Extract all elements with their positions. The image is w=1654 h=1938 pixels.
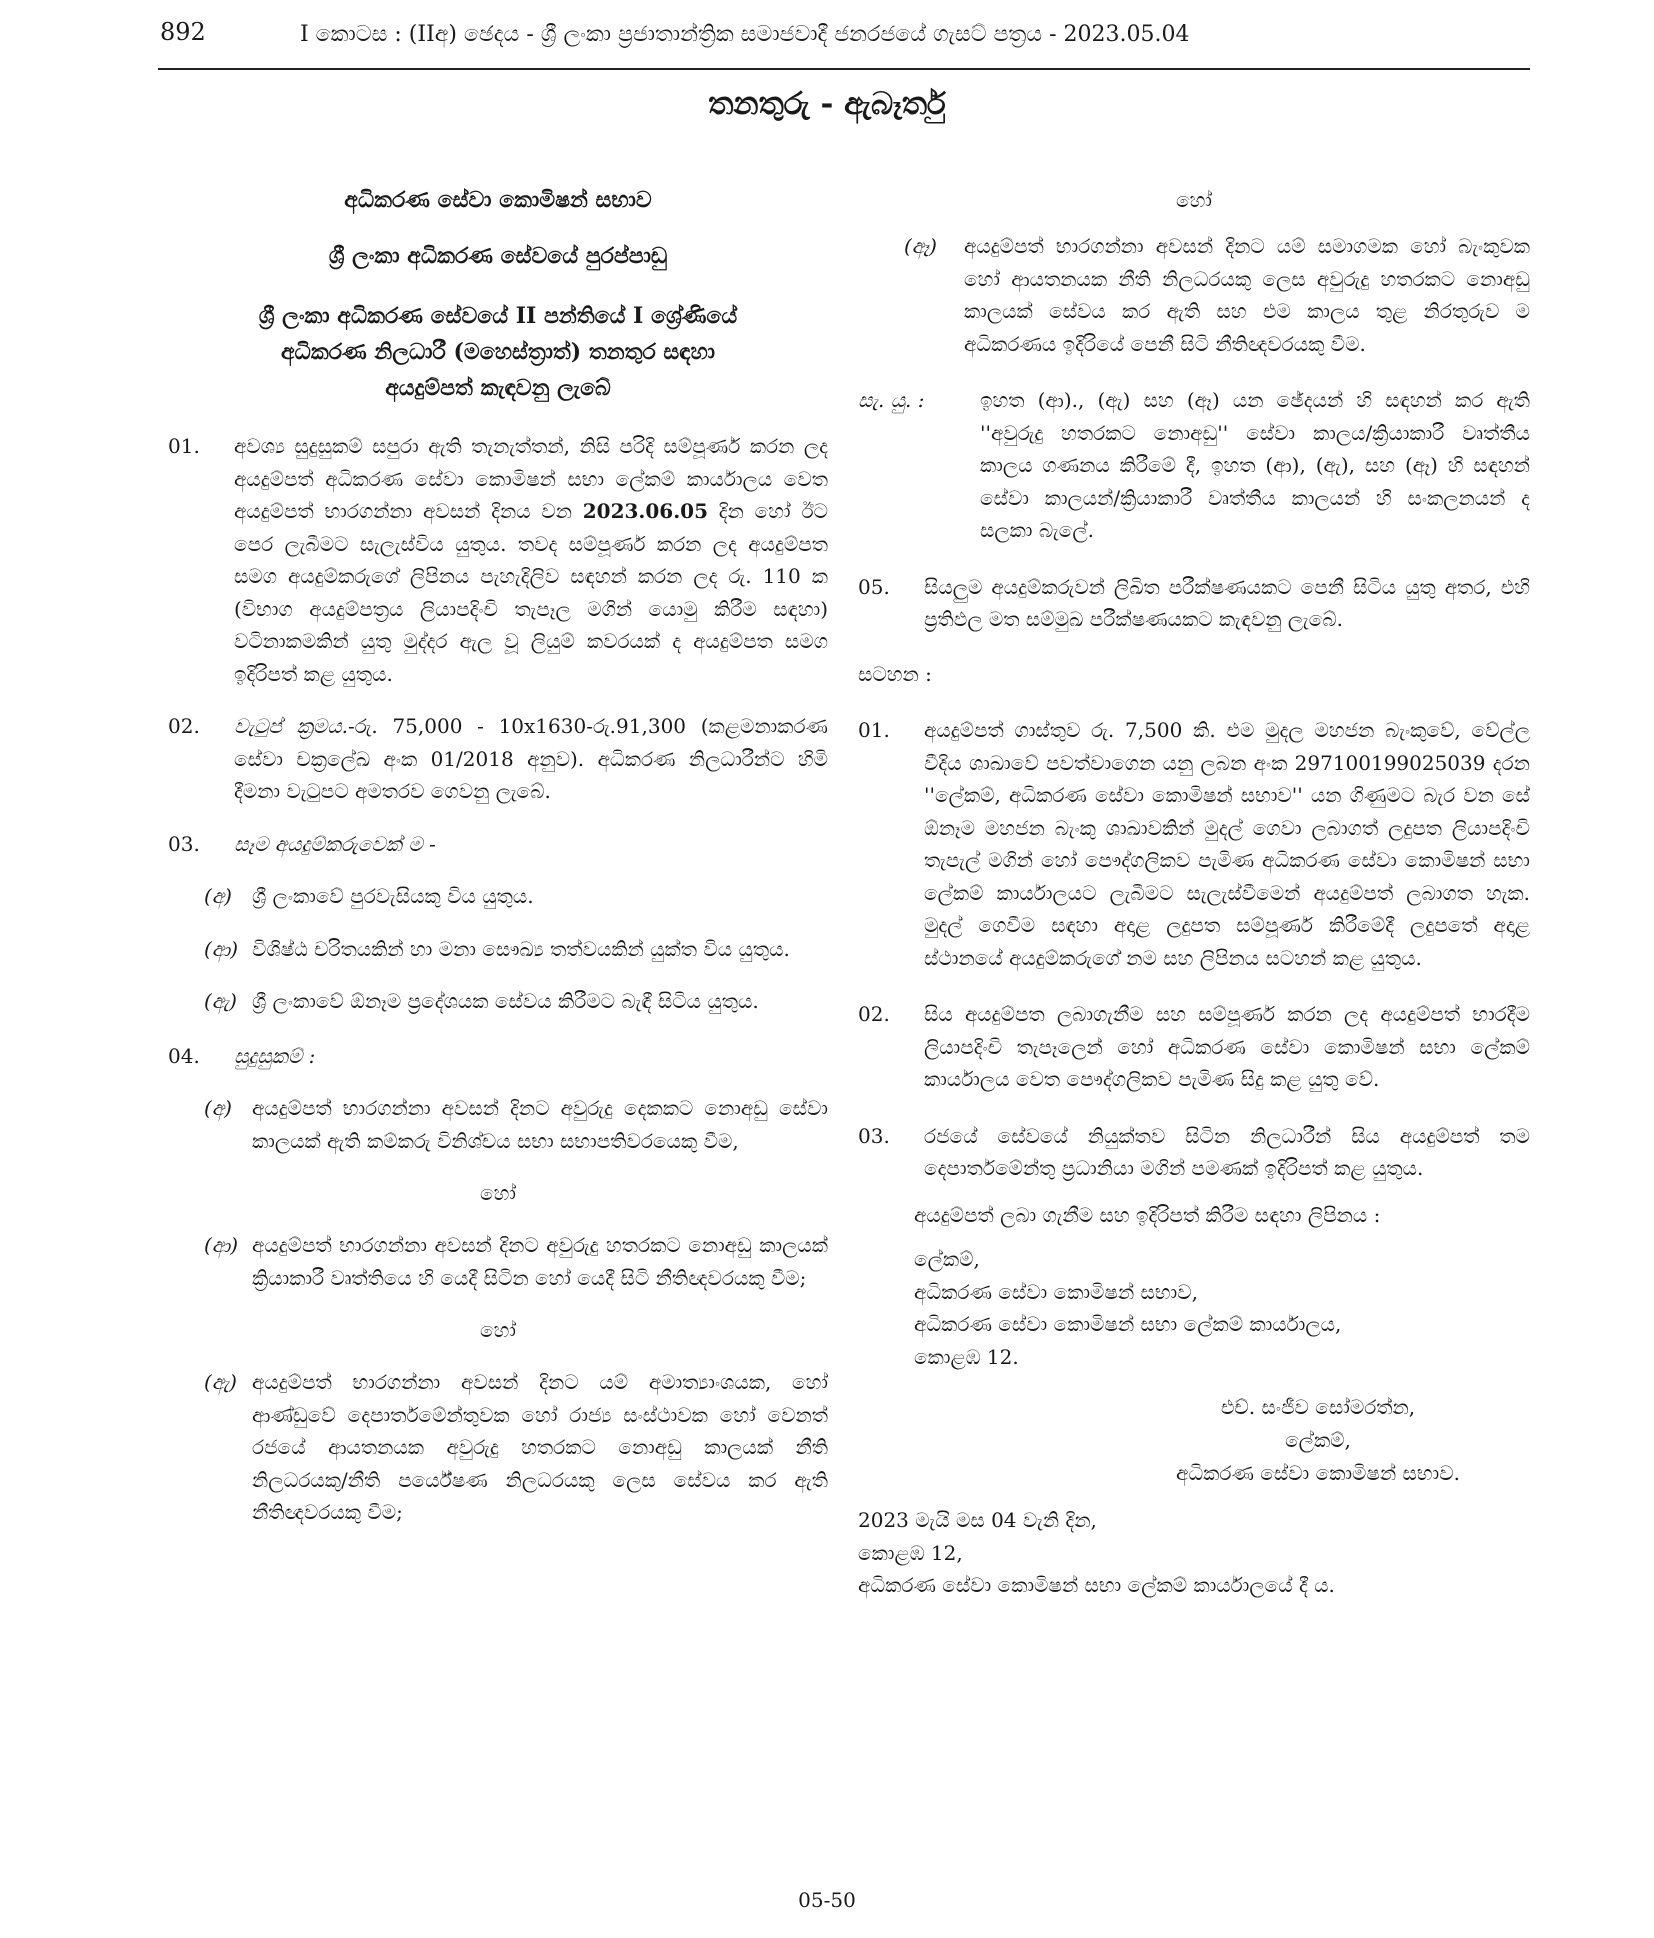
list-item: [204, 880, 828, 913]
or-separator: හෝ: [1176, 188, 1212, 212]
list-item-text: අයදුම්පත් භාරගන්නා අවසන් දිනට අවුරුදු හතරකට නොඅඩු කාලයක් ක්‍රියාකාරී වෘත්තියෙ හි යෙදී සිටින හෝ යෙදී සිටි නීතිඥවරයකු වීම;: [252, 1233, 828, 1290]
section-title: තනතුරු - ඇබෑර්තු: [708, 86, 946, 122]
office-line: අධිකරණ සේවා කොමිෂන් සභා ලේකම් කාර්යාලයේ දී ය.: [858, 1573, 1335, 1597]
paragraph-number: 03.: [858, 1123, 890, 1148]
notes-heading: සටහන :: [858, 661, 932, 686]
paragraph-text: සියලුම අයදුම්කරුවන් ලිඛිත පරීක්ෂණයකට පෙනී සිටිය යුතු අතර, එහි ප්‍රතිඵල මත සම්මුඛ පරීක්ෂණයකට කැඳවනු ලැබේ.: [924, 574, 1530, 631]
paragraph-number: 01.: [168, 434, 200, 458]
list-item: [204, 985, 828, 1018]
paragraph-03: [168, 828, 828, 861]
paragraph-number: 02.: [858, 1002, 890, 1026]
paragraph-04: [168, 1040, 828, 1073]
footer-code: 05-50: [798, 1888, 856, 1912]
or-separator: හෝ: [480, 1181, 516, 1205]
running-head: I කොටස : (IIඅ) ඡෙදය - ශ්‍රී ලංකා ප්‍රජාතාන්ත්‍රික සමාජවාදී ජනරජයේ ගැසට් පත්‍රය - 2023.05.04: [300, 22, 1190, 47]
paragraph-number: 04.: [168, 1043, 200, 1068]
address-line: ලේකම්,: [914, 1247, 980, 1271]
paragraph-lead: සෑම අයදුම්කරුවෙක් ම -: [234, 831, 436, 856]
or-separator: හෝ: [480, 1318, 516, 1342]
list-item-text: අයදුම්පත් භාරගන්නා අවසන් දිනට යම් සමාගමක හෝ බැංකුවක හෝ ආයතනයක නීති නිලධරයකු ලෙස අවුරුදු හතරකට නොඅඩු කාලයක් සේවය කර ඇති සහ එම කාලය තුළ නිරතුරුව ම අධිකරණය ඉදිරියේ පෙනී සිටි නීතිඥවරයකු වීම.: [964, 234, 1530, 356]
paragraph-number: 02.: [168, 714, 200, 738]
list-item-text: අයදුම්පත් භාරගන්නා අවසන් දිනට යම් අමාත්‍යාංශයක, හෝ ආණ්ඩුවේ දෙපාර්තමේන්තුවක හෝ රාජ්‍ය සංස්ථාවක හෝ වෙනත් රජයේ ආයතනයක අවුරුදු හතරකට නොඅඩු කාලයක් නීති නිලධරයකු/නීති පර්යේෂණ නිලධරයකු ලෙස සේවය කර ඇති නීතිඥවරයකු වීම;: [252, 1370, 828, 1524]
paragraph-number: 03.: [168, 831, 200, 856]
list-item-text: විශිෂ්ඨ චරිතයකින් හා මනා සෞඛ්‍ය තත්වයකින් යුක්ත විය යුතුය.: [252, 936, 790, 961]
list-item: [204, 933, 828, 966]
list-item-label: (ආ): [204, 936, 239, 961]
left-column: [168, 180, 828, 1529]
signatory-title: ලේකම්,: [1285, 1428, 1351, 1452]
signatory-org: අධිකරණ සේවා කොමිෂන් සභාව.: [1176, 1461, 1460, 1485]
header-rule: [158, 68, 1530, 70]
list-item-text: අයදුම්පත් භාරගන්නා අවසන් දිනට අවුරුදු දෙකකට නොඅඩු සේවා කාලයක් ඇති කම්කරු විනිශ්චය සභා සභාපතිවරයෙකු වීම,: [252, 1096, 828, 1153]
list-item-text: ශ්‍රී ලංකාවේ ඕනෑම ප්‍රදේශයක සේවය කිරීමට බැඳී සිටිය යුතුය.: [252, 989, 759, 1013]
service-heading: ශ්‍රී ලංකා අධිකරණ සේවයේ පුරප්පාඩු: [328, 243, 668, 269]
paragraph-text: සිය අයදුම්පත ලබාගැනීම සහ සම්පූර්ණ කරන ලද අයදුම්පත් භාරදීම ලියාපදිංචි තැපෑලෙන් හෝ අධිකරණ සේවා කොමිෂන් සභා ලේකම් කාර්යාලය වෙත පෞද්ගලිකව පැමිණ සිදු කළ යුතු වේ.: [924, 1002, 1530, 1091]
notice-title-line: අධිකරණ නිලධාරී (මහෙස්ත්‍රාත්) තනතුර සඳහා: [280, 339, 715, 365]
right-column: [858, 180, 1530, 1602]
note-03: [858, 1120, 1530, 1185]
address-block: [858, 1243, 1530, 1373]
paragraph-text-part: දින හෝ ඊට පෙර ලැබීමට සැලැස්විය යුතුය. තවද සම්පූර්ණ කරන ලද අයදුම්පත සමග අයදුම්කරුගේ ලිපිනය පැහැදිලිව සඳහන් කරන ලද රු. 110 ක (විභාග අයදුම්පත්‍රය ලියාපදිංචි තැපෑල මගින් යොමු කිරීම සඳහා) වටිනාකමකින් යුතු මුද්දර ඇල වූ ලියුම් කවරයක් ද අයදුම්පත සමග ඉදිරිපත් කළ යුතුය.: [234, 499, 829, 686]
date-place-block: [858, 1504, 1530, 1602]
list-item: [204, 1229, 828, 1294]
closing-date: 2023.06.05: [582, 499, 708, 523]
notice-title-line: අයදුම්පත් කැඳවනු ලැබේ: [385, 375, 611, 401]
org-heading: අධිකරණ සේවා කොමිෂන් සභාව: [344, 187, 652, 213]
list-item-label: (අ): [204, 884, 232, 908]
list-item-label: (ඈ): [904, 234, 937, 258]
list-item-label: (ඇ): [204, 1370, 237, 1394]
notice-title-line: ශ්‍රී ලංකා අධිකරණ සේවයේ II පන්තියේ I ශ්‍රේණියේ: [258, 303, 738, 329]
paragraph-text: රජයේ සේවයේ නියුක්තව සිටින නිලධාරීන් සිය අයදුම්පත් තම දෙපාර්තමේන්තු ප්‍රධානියා මගින් පමණක් ඉදිරිපත් කළ යුතුය.: [924, 1123, 1530, 1180]
note-text: ඉහත (ආ)., (ඇ) සහ (ඈ) යන ඡේදයන් හි සඳහන් කර ඇති ''අවුරුදු හතරකට නොඅඩු'' සේවා කාලය/ක්‍රියාකාරී වෘත්තීය කාලය ගණනය කිරීමේ දී, ඉහත (ආ), (ඇ), සහ (ඈ) හි සඳහන් සේවා කාලයන්/ක්‍රියාකාරී වෘත්තීය කාලයන් හි සංකලනයන් ද සලකා බැලේ.: [980, 388, 1530, 542]
paragraph-text-part: අවශ්‍ය සුදුසුකම් සපුරා ඇති තැනැත්තන්, නිසි පරිදි සම්පූර්ණ කරන ලද අයදුම්පත් අධිකරණ සේවා කොමිෂන් සභා ලේකම් කාර්යාලය වෙත අයදුම්පත් භාරගන්නා අවසන් දිනය වන: [234, 434, 828, 523]
list-item-label: (ආ): [204, 1233, 239, 1257]
note-02: [858, 998, 1530, 1096]
paragraph-lead: වැටුප් ක්‍රමය.: [234, 714, 348, 738]
list-item: [204, 1366, 828, 1529]
notice-title: [168, 298, 828, 406]
list-item: [204, 1092, 828, 1157]
address-line: අධිකරණ සේවා කොමිෂන් සභාව,: [914, 1279, 1198, 1304]
note-block: [858, 384, 1530, 547]
paragraph-01: [168, 430, 828, 690]
list-item-label: (අ): [204, 1096, 232, 1120]
address-line: කොළඹ 12.: [914, 1344, 1019, 1369]
paragraph-text-part: -රු. 75,000 - 10x1630-රු.91,300 (කළමනාකරණ සේවා චක්‍රලේඛ අංක 01/2018 අනුව). අධිකරණ නිලධාරීන්ට හිමි දීමනා වැටුපට අමතරව ගෙවනු ලැබේ.: [234, 714, 828, 803]
paragraph-lead: සුදුසුකම් :: [234, 1043, 316, 1068]
list-item-label: (ඇ): [204, 989, 237, 1013]
paragraph-text: [234, 710, 828, 808]
paragraph-05: [858, 571, 1530, 636]
list-item-text: ශ්‍රී ලංකාවේ පුරවැසියකු විය යුතුය.: [252, 884, 534, 908]
place-line: කොළඹ 12,: [858, 1540, 963, 1565]
date-line: 2023 මැයි මස 04 වැනි දින,: [858, 1508, 1097, 1532]
note-01: [858, 714, 1530, 974]
signatory-name: එච්. සංජීව සෝමරත්න,: [1220, 1395, 1416, 1419]
address-line: අධිකරණ සේවා කොමිෂන් සභා ලේකම් කාර්යාලය,: [914, 1312, 1342, 1336]
list-item: [904, 230, 1530, 360]
address-lead: අයදුම්පත් ලබා ගැනීම සහ ඉදිරිපත් කිරීම සඳහා ලිපිනය :: [914, 1202, 1381, 1227]
page-number: 892: [160, 18, 206, 46]
note-label: සැ. යු. :: [858, 388, 925, 412]
signature-block: [858, 1391, 1530, 1490]
paragraph-number: 05.: [858, 574, 890, 599]
paragraph-02: [168, 710, 828, 808]
paragraph-text: අයදුම්පත් ගාස්තුව රු. 7,500 කි. එම මුදල මහජන බැංකුවේ, වේල්ල වීදිය ශාඛාවේ පවත්වාගෙන යනු ලබන අංක 297100199025039 දරන ''ලේකම්, අධිකරණ සේවා කොමිෂන් සභාව'' යන ගිණුමට බැර වන සේ ඕනෑම මහජන බැංකු ශාඛාවකින් මුදල් ගෙවා ලබාගත් ලදුපත ලියාපදිංචි තැපැල් මගින් හෝ පෞද්ගලිකව පැමිණ අධිකරණ සේවා කොමිෂන් සභා ලේකම් කාර්යාලයට ලැබීමට සැලැස්වීමෙන් අයදුම්පත් ලබාගත හැක. මුදල් ගෙවීම සඳහා අදාළ ලදුපත සම්පූර්ණ කිරීමේදී ලදුපතේ අදාළ ස්ථානයේ අයදුම්කරුගේ නම සහ ලිපිනය සටහන් කළ යුතුය.: [924, 718, 1530, 970]
paragraph-number: 01.: [858, 718, 890, 742]
paragraph-text: [234, 430, 828, 690]
